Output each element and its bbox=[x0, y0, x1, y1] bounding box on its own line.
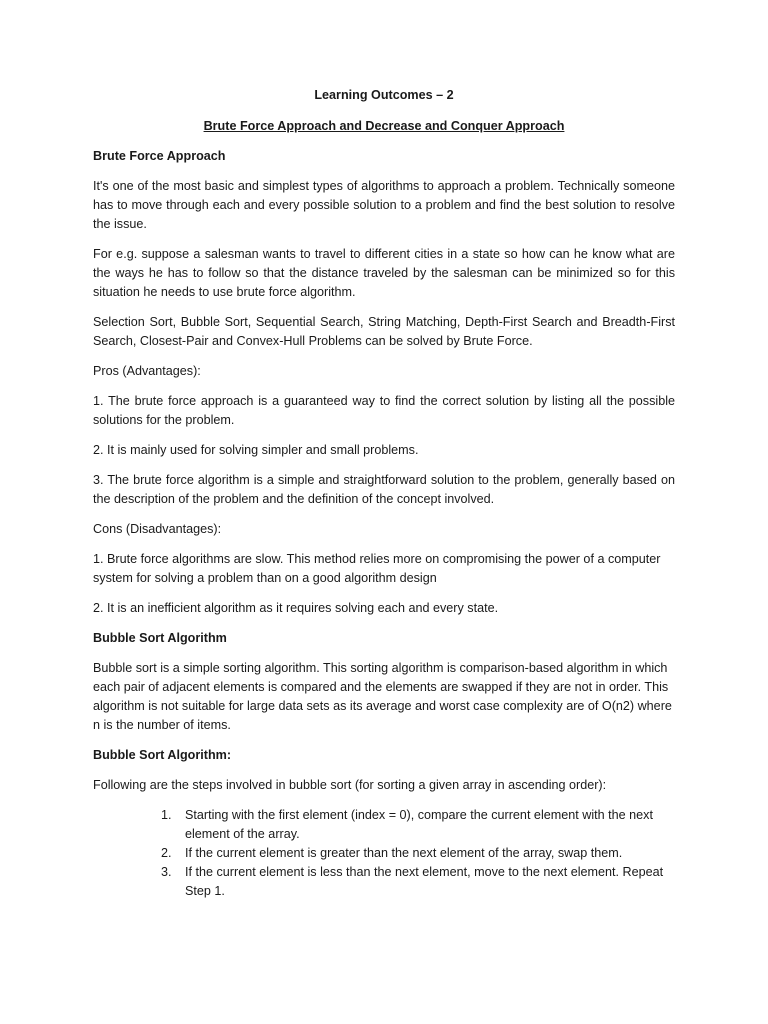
list-item bbox=[161, 844, 675, 863]
cons-item-2: 2. It is an inefficient algorithm as it requires solving each and every state. bbox=[93, 601, 499, 615]
steps-intro: Following are the steps involved in bubble sort (for sorting a given array in ascending order): bbox=[93, 778, 607, 792]
step-number: 3. bbox=[161, 865, 172, 879]
paragraph-bubble-sort: Bubble sort is a simple sorting algorithm. This sorting algorithm is comparison-based algorithm in which each pair of adjacent elements is compared and the elements are swapped if they are not in order. This algorithm is not suitable for large data sets as its average and worst case complexity are of O(n2) where n is the number of items. bbox=[93, 661, 672, 732]
cons-item-1: 1. Brute force algorithms are slow. This method relies more on compromising the power of a computer system for solving a problem than on a good algorithm design bbox=[93, 552, 661, 585]
paragraph-intro: It's one of the most basic and simplest types of algorithms to approach a problem. Technically someone has to move through each and every possible solution to a problem and find the best solution to resolve the issue. bbox=[93, 179, 675, 231]
pros-item-2: 2. It is mainly used for solving simpler and small problems. bbox=[93, 443, 419, 457]
document-subtitle: Brute Force Approach and Decrease and Conquer Approach bbox=[203, 119, 565, 133]
pros-label: Pros (Advantages): bbox=[93, 364, 201, 378]
pros-item-3: 3. The brute force algorithm is a simple and straightforward solution to the problem, generally based on the description of the problem and the definition of the concept involved. bbox=[93, 473, 675, 506]
steps-list bbox=[93, 806, 675, 901]
paragraph-example: For e.g. suppose a salesman wants to travel to different cities in a state so how can he know what are the ways he has to follow so that the distance traveled by the salesman can be minimized so for this situation he needs to use brute force algorithm. bbox=[93, 247, 675, 299]
step-text: If the current element is greater than the next element of the array, swap them. bbox=[185, 846, 623, 860]
section-heading-bubble-sort-algorithm: Bubble Sort Algorithm: bbox=[93, 748, 232, 762]
cons-label: Cons (Disadvantages): bbox=[93, 522, 222, 536]
list-item bbox=[161, 806, 675, 844]
document-title: Learning Outcomes – 2 bbox=[314, 88, 454, 102]
step-text: Starting with the first element (index = 0), compare the current element with the next element of the array. bbox=[185, 808, 653, 841]
pros-item-1: 1. The brute force approach is a guaranteed way to find the correct solution by listing all the possible solutions for the problem. bbox=[93, 394, 675, 427]
list-item bbox=[161, 863, 675, 901]
section-heading-bubble-sort: Bubble Sort Algorithm bbox=[93, 631, 227, 645]
step-number: 2. bbox=[161, 846, 172, 860]
section-heading-brute-force: Brute Force Approach bbox=[93, 149, 226, 163]
paragraph-applications: Selection Sort, Bubble Sort, Sequential Search, String Matching, Depth-First Search and Breadth-First Search, Closest-Pair and Convex-Hull Problems can be solved by Brute Force. bbox=[93, 315, 675, 348]
step-text: If the current element is less than the next element, move to the next element. Repeat Step 1. bbox=[185, 865, 664, 898]
step-number: 1. bbox=[161, 808, 172, 822]
